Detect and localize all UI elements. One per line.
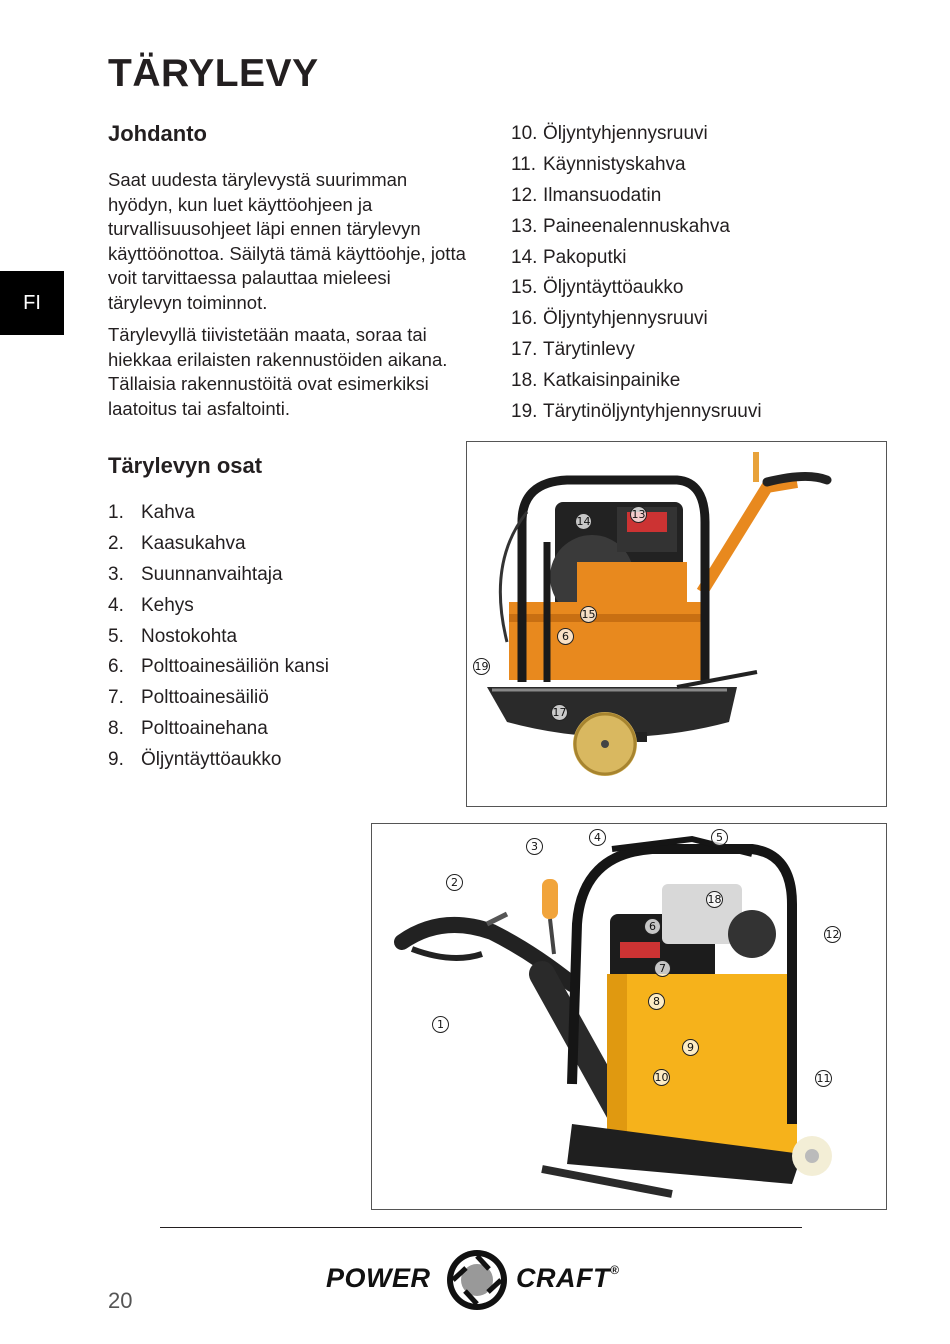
- item-label: Öljyntyhjennysruuvi: [543, 308, 708, 330]
- list-item: [511, 181, 762, 212]
- list-item: [511, 304, 762, 335]
- item-label: Polttoainesäiliö: [141, 687, 269, 709]
- logo-text-craft: CRAFT: [516, 1263, 610, 1293]
- list-item: [108, 590, 329, 621]
- list-item: [511, 242, 762, 273]
- parts-list-continued: [511, 119, 762, 427]
- item-label: Kahva: [141, 502, 195, 524]
- list-item: [108, 744, 329, 775]
- item-number: 14.: [511, 246, 538, 268]
- intro-text: [108, 168, 468, 429]
- item-number: 5.: [108, 625, 124, 647]
- list-item: [108, 621, 329, 652]
- item-label: Polttoainehana: [141, 717, 268, 739]
- footer-rule: [160, 1227, 802, 1228]
- item-number: 17.: [511, 338, 538, 360]
- item-label: Käynnistyskahva: [543, 154, 686, 176]
- intro-paragraph: Saat uudesta tärylevystä suurimman hyödyn, kun luet käyttöohjeen ja turvallisuusohjeet läpi ennen tärylevyn käyttöönottoa. Säilytä tämä käyttöohje, jotta voit tarvittaessa palauttaa mieleesi tärylevyn toiminnot.: [108, 169, 466, 313]
- callout-2: 2: [446, 874, 463, 891]
- callout-10: 10: [654, 1071, 669, 1084]
- power-craft-logo: [326, 1245, 626, 1313]
- callout-17: 17: [552, 706, 567, 719]
- callout-18: 18: [707, 893, 722, 906]
- page-number: 20: [108, 1288, 133, 1313]
- item-number: 10.: [511, 123, 538, 145]
- item-number: 16.: [511, 308, 538, 330]
- callout-12: 12: [825, 928, 840, 941]
- list-item: [511, 335, 762, 366]
- list-item: [511, 396, 762, 427]
- callout-13: 13: [631, 508, 646, 521]
- callout-9: 9: [682, 1039, 699, 1056]
- item-number: 11.: [511, 154, 537, 176]
- intro-paragraph: Tärylevyllä tiivistetään maata, soraa tai hiekkaa erilaisten rakennustöiden aikana. Tällaisia rakennustöitä ovat esimerkiksi laatoitus tai asfaltointi.: [108, 324, 448, 419]
- language-tab: FI: [0, 271, 64, 335]
- item-label: Paineenalennuskahva: [543, 215, 730, 237]
- item-label: Kehys: [141, 594, 194, 616]
- list-item: [511, 273, 762, 304]
- callout-5: 5: [711, 829, 728, 846]
- parts-heading: Tärylevyn osat: [108, 453, 263, 478]
- compactor-front-photo: [371, 823, 887, 1210]
- item-number: 8.: [108, 717, 124, 739]
- item-label: Pakoputki: [543, 246, 627, 268]
- parts-list: [108, 498, 329, 775]
- callout-4: 4: [589, 829, 606, 846]
- item-label: Polttoainesäiliön kansi: [141, 656, 330, 678]
- callout-3: 3: [526, 838, 543, 855]
- item-number: 18.: [511, 369, 538, 391]
- logo-text-right: [516, 1263, 619, 1294]
- item-number: 2.: [108, 533, 124, 555]
- list-item: [511, 211, 762, 242]
- callout-11: 11: [816, 1072, 831, 1085]
- item-label: Suunnanvaihtaja: [141, 563, 283, 585]
- item-number: 19.: [511, 400, 538, 422]
- callout-1: 1: [432, 1016, 449, 1033]
- callout-8: 8: [648, 993, 665, 1010]
- list-item: [108, 652, 329, 683]
- item-label: Öljyntäyttöaukko: [543, 277, 684, 299]
- list-item: [511, 119, 762, 150]
- callout-7: 7: [654, 960, 671, 977]
- item-number: 12.: [511, 184, 538, 206]
- aperture-icon: [444, 1247, 510, 1313]
- item-number: 6.: [108, 656, 124, 678]
- item-number: 4.: [108, 594, 124, 616]
- list-item: [108, 498, 329, 529]
- list-item: [511, 365, 762, 396]
- list-item: [108, 714, 329, 745]
- callout-6: 6: [644, 918, 661, 935]
- item-number: 7.: [108, 687, 124, 709]
- compactor-rear-photo: [466, 441, 887, 807]
- callout-19: 19: [474, 660, 489, 673]
- item-number: 3.: [108, 563, 124, 585]
- list-item: [108, 529, 329, 560]
- page-title: TÄRYLEVY: [108, 52, 319, 95]
- list-item: [511, 150, 762, 181]
- item-number: 15.: [511, 277, 538, 299]
- list-item: [108, 560, 329, 591]
- callout-14: 14: [576, 515, 591, 528]
- callout-6: 6: [557, 628, 574, 645]
- item-label: Öljyntyhjennysruuvi: [543, 123, 708, 145]
- item-label: Öljyntäyttöaukko: [141, 748, 282, 770]
- registered-mark: ®: [609, 1263, 620, 1277]
- item-number: 9.: [108, 748, 124, 770]
- item-label: Ilmansuodatin: [543, 184, 662, 206]
- item-label: Katkaisinpainike: [543, 369, 681, 391]
- item-number: 13.: [511, 215, 538, 237]
- callout-15: 15: [581, 608, 596, 621]
- item-label: Tärytinlevy: [543, 338, 635, 360]
- list-item: [108, 683, 329, 714]
- intro-heading: Johdanto: [108, 121, 207, 146]
- item-number: 1.: [108, 502, 124, 524]
- item-label: Kaasukahva: [141, 533, 246, 555]
- item-label: Nostokohta: [141, 625, 238, 647]
- logo-text-left: POWER: [326, 1263, 431, 1293]
- item-label: Tärytinöljyntyhjennysruuvi: [543, 400, 762, 422]
